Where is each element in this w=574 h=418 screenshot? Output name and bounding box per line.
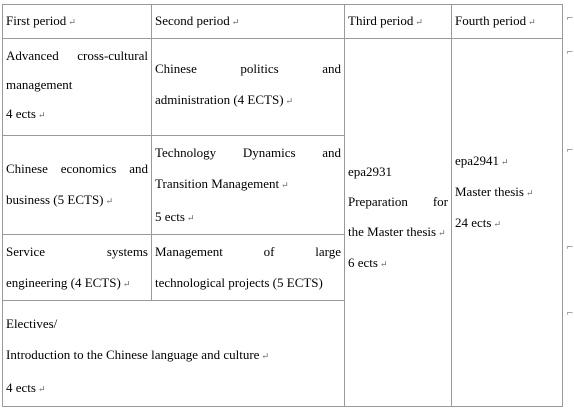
paragraph-mark-icon: ↵	[379, 258, 388, 269]
paragraph-mark-icon: ↵	[285, 96, 294, 106]
course-name: Advanced cross-cultural management	[6, 48, 148, 92]
paragraph-mark-icon: ↵	[493, 219, 502, 229]
cell-third-period[interactable]	[345, 39, 452, 407]
header-first-period[interactable]: First period ↵	[3, 5, 152, 39]
course-name-line: Master thesis ↵	[455, 184, 534, 199]
course-name-line: business (5 ECTS) ↵	[6, 192, 114, 207]
end-of-row-mark-icon: ⌐	[566, 48, 574, 58]
course-credits: 24 ects ↵	[455, 215, 502, 230]
course-credits: 4 ects ↵	[6, 106, 46, 121]
paragraph-mark-icon: ↵	[37, 384, 46, 394]
cell-chinese-politics[interactable]	[152, 39, 345, 136]
end-of-row-mark-icon: ⌐	[566, 146, 574, 156]
course-credits: 4 ects ↵	[6, 380, 46, 395]
course-credits: 5 ects ↵	[155, 209, 195, 224]
course-name-line: Management of large	[155, 244, 341, 259]
course-name-line: Technology Dynamics and	[155, 145, 341, 160]
course-name-line: Chinese economics and	[6, 161, 148, 176]
table-row	[3, 39, 563, 136]
paragraph-mark-icon: ↵	[525, 188, 534, 198]
course-name-line: Service systems	[6, 244, 148, 259]
course-name-line: administration (4 ECTS) ↵	[155, 92, 294, 107]
paragraph-mark-icon: ↵	[261, 351, 269, 361]
course-name-line: engineering (4 ECTS) ↵	[6, 275, 131, 290]
course-name-line: Transition Management ↵	[155, 176, 289, 191]
cell-electives[interactable]	[3, 301, 345, 407]
study-schedule-table	[2, 4, 563, 407]
paragraph-mark-icon: ↵	[415, 17, 423, 27]
course-code: epa2941 ↵	[455, 153, 509, 168]
paragraph-mark-icon: ↵	[186, 213, 195, 223]
paragraph-mark-icon: ↵	[528, 17, 536, 27]
table-header-row	[3, 5, 563, 39]
paragraph-mark-icon: ↵	[231, 17, 240, 27]
paragraph-mark-icon: ↵	[122, 279, 131, 289]
end-of-row-mark-icon: ⌐	[566, 14, 574, 24]
paragraph-mark-icon: ↵	[68, 17, 76, 27]
paragraph-mark-icon: ↵	[37, 110, 46, 120]
cell-fourth-period[interactable]	[452, 39, 563, 407]
header-third-period[interactable]: Third period ↵	[345, 5, 452, 39]
end-of-row-mark-icon: ⌐	[566, 309, 574, 319]
electives-heading: Electives/	[6, 316, 58, 331]
paragraph-mark-icon: ↵	[438, 227, 446, 238]
header-second-period[interactable]: Second period ↵	[152, 5, 345, 39]
course-code: epa2931	[348, 163, 393, 179]
course-name-line: Introduction to the Chinese language and culture ↵	[6, 347, 269, 362]
course-name-line: Preparation for	[348, 193, 448, 209]
course-name-line: the Master thesis ↵	[348, 223, 446, 239]
paragraph-mark-icon: ↵	[281, 180, 289, 190]
cell-advanced-cross-cultural[interactable]	[3, 39, 152, 136]
paragraph-mark-icon: ↵	[105, 196, 114, 206]
paragraph-mark-icon: ↵	[501, 157, 509, 167]
course-name-line: Chinese politics and	[155, 61, 341, 76]
cell-technology-dynamics[interactable]	[152, 136, 345, 235]
cell-chinese-economics[interactable]	[3, 136, 152, 235]
course-credits: 6 ects ↵	[348, 254, 388, 270]
cell-management-large-projects[interactable]	[152, 235, 345, 301]
end-of-row-mark-icon: ⌐	[566, 243, 574, 253]
cell-service-systems[interactable]	[3, 235, 152, 301]
course-name-line: technological projects (5 ECTS)	[155, 275, 323, 290]
header-fourth-period[interactable]: Fourth period ↵	[452, 5, 563, 39]
